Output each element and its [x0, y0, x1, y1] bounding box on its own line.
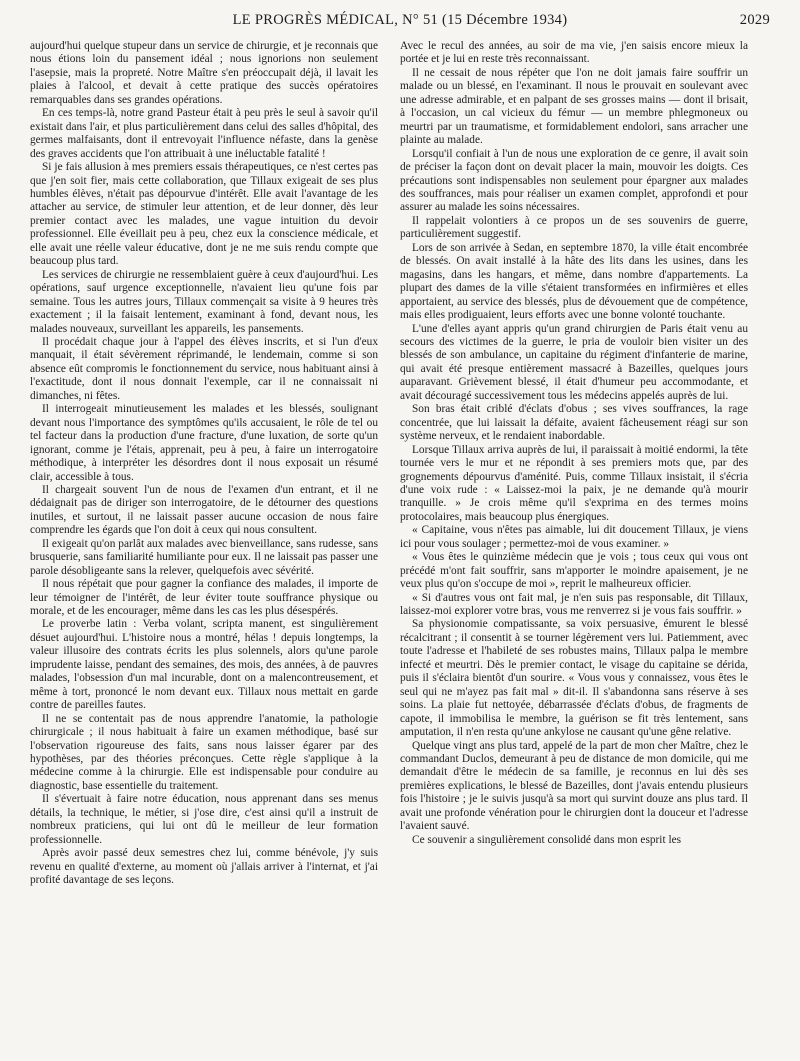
paragraph: Lorsque Tillaux arriva auprès de lui, il paraissait à moitié endormi, la tête tournée vers le mur et ne répondit à ses premiers mots que, par des grognements dépourvus d'aménité. Puis, comme Tillaux insistait, il s'écria d'une voix rude : « Laissez-moi la paix, je ne demande qu'à mourir tranquille. » Je crois même qu'il s'exprima en des termes moins protocolaires, mais beaucoup plus énergiques.: [400, 443, 748, 523]
paragraph: Il rappelait volontiers à ce propos un de ses souvenirs de guerre, particulièrement suggestif.: [400, 214, 748, 241]
running-header: [30, 12, 770, 34]
paragraph: Les services de chirurgie ne ressemblaient guère à ceux d'aujourd'hui. Les opérations, sauf urgence exceptionnelle, n'avaient lieu qu'une fois par semaine. Tous les autres jours, Tillaux commençait sa visite à 9 heures très exactement ; il la faisait lentement, examinant à fond, devant nous, les malades nouveaux, surveillant les appareils, les pansements.: [30, 268, 378, 335]
left-column: [30, 40, 378, 1050]
paragraph: Avec le recul des années, au soir de ma vie, j'en saisis encore mieux la portée et je lui en reste très reconnaissant.: [400, 40, 748, 66]
paragraph: Si je fais allusion à mes premiers essais thérapeutiques, ce n'est certes pas que j'en soit fier, mais cette collaboration, que Tillaux exigeait de ses plus humbles élèves, n'était pas dépourvue d'intérêt. Elle avait l'avantage de les attacher au service, de stimuler leur attention, et de leur donner, dès leur premier contact avec les malades, une vague intuition du devoir professionnel. Elle éveillait peu à peu, chez eux la conscience médicale, et elle avait une réelle valeur éducative, dont je ne me suis rendu compte que beaucoup plus tard.: [30, 161, 378, 268]
paragraph: Il ne cessait de nous répéter que l'on ne doit jamais faire souffrir un malade ou un blessé, en l'examinant. Il nous le prouvait en soulevant avec une adresse admirable, et en palpant de ses grosses mains — dont il brisait, à l'occasion, un cal vicieux du fémur — un membre phlegmoneux ou meurtri par un traumatisme, et formidablement endolori, sans arracher une plainte au malade.: [400, 66, 748, 147]
paragraph: Quelque vingt ans plus tard, appelé de la part de mon cher Maître, chez le commandant Duclos, demeurant à peu de distance de mon domicile, qui me demandait d'être le médecin de sa famille, je reconnus en lui dès ses premières explications, le blessé de Bazeilles, dont j'avais entendu plusieurs fois l'histoire ; je le suivis jusqu'à sa mort qui survint douze ans plus tard. Il avait une profonde vénération pour le chirurgien dont la douceur et l'adresse l'avaient sauvé.: [400, 739, 748, 833]
paragraph: Il chargeait souvent l'un de nous de l'examen d'un entrant, et il ne dédaignait pas de diriger son interrogatoire, de le détourner des questions inutiles, et surtout, il ne laissait passer aucune occasion de nous faire comprendre les égards que l'on doit à ceux qui nous consultent.: [30, 483, 378, 537]
paragraph: Après avoir passé deux semestres chez lui, comme bénévole, j'y suis revenu en qualité d'externe, au moment où j'allais arriver à l'internat, et j'ai profité davantage de ses leçons.: [30, 847, 378, 887]
paragraph: L'une d'elles ayant appris qu'un grand chirurgien de Paris était venu au secours des victimes de la guerre, le pria de vouloir bien visiter un des blessés de son ambulance, un capitaine du régiment d'infanterie de marine, qui avait été presque entièrement massacré à Bazeilles, quelques jours auparavant. Grièvement blessé, il était d'humeur peu accommodante, et avait découragé successivement tous les médecins appelés auprès de lui.: [400, 322, 748, 402]
paragraph: Il ne se contentait pas de nous apprendre l'anatomie, la pathologie chirurgicale ; il nous habituait à faire un examen méthodique, basé sur l'observation rigoureuse des faits, sans nous laisser égarer par des hypothèses, par des théories préconçues. Cette règle s'applique à la médecine comme à la chirurgie. Elle est indispensable pour conduire au diagnostic, base essentielle du traitement.: [30, 712, 378, 792]
paragraph: « Vous êtes le quinzième médecin que je vois ; tous ceux qui vous ont précédé m'ont fait souffrir, sans m'apporter le moindre apaisement, je ne veux plus qu'on s'occupe de moi », reprit le malheureux officier.: [400, 551, 748, 591]
paragraph: aujourd'hui quelque stupeur dans un service de chirurgie, et je reconnais que nous étions loin du pansement idéal ; nous ignorions non seulement l'asepsie, mais la propreté. Notre Maître s'en préoccupait déjà, il lavait les plaies à l'alcool, et devait à cette pratique des succès opératoires remarquables dans ses grandes opérations.: [30, 40, 378, 106]
paragraph: Il s'évertuait à faire notre éducation, nous apprenant dans ses menus détails, la technique, le métier, si j'ose dire, c'est ainsi qu'il a instruit de nombreux praticiens, qui lui ont dû le meilleur de leur formation professionnelle.: [30, 793, 378, 846]
paragraph: Il interrogeait minutieusement les malades et les blessés, soulignant devant nous l'importance des symptômes qu'ils accusaient, le rôle de tel ou tel facteur dans la production d'une fracture, d'une luxation, de sorte qu'un ignorant, comme je l'étais, apprenait, peu à peu, à faire un interrogatoire méthodique, à interpréter les désordres dont il nous exposait un résumé clair, accessible à tous.: [30, 403, 378, 483]
right-column: [400, 40, 748, 1050]
page-number: 2029: [739, 12, 770, 28]
paragraph: Son bras était criblé d'éclats d'obus ; ses vives souffrances, la rage concentrée, que lui laissait la défaite, avaient fâcheusement réagi sur son système nerveux, et le rendaient inabordable.: [400, 403, 748, 443]
paragraph: Il nous répétait que pour gagner la confiance des malades, il importe de leur témoigner de l'intérêt, de leur éviter toute souffrance physique ou morale, et de les encourager, même dans les cas les plus désespérés.: [30, 578, 378, 618]
paragraph: En ces temps-là, notre grand Pasteur était à peu près le seul à savoir qu'il existait dans l'air, et plus particulièrement dans celui des salles d'hôpital, des germes malfaisants, dont il entrevoyait l'influence néfaste, dans la genèse des graves accidents que l'on attribuait à une inéluctable fatalité !: [30, 107, 378, 160]
paragraph: « Si d'autres vous ont fait mal, je n'en suis pas responsable, dit Tillaux, laissez-moi explorer votre bras, vous me renverrez si je vous fais souffrir. »: [400, 591, 748, 618]
paragraph: Le proverbe latin : Verba volant, scripta manent, est singulièrement désuet aujourd'hui. L'histoire nous a montré, hélas ! depuis longtemps, la valeur illusoire des contrats écrits les plus solennels, alors qu'une parole imprudente laisse, pendant des semaines, des mois, des années, à de pauvres malades, l'obsession d'un mal incurable, dont on a malencontreusement, et même à tort, prononcé le nom devant eux. Tillaux nous mettait en garde contre de pareilles fautes.: [30, 618, 378, 712]
paragraph: Ce souvenir a singulièrement consolidé dans mon esprit les: [412, 833, 682, 846]
journal-title: LE PROGRÈS MÉDICAL, N° 51 (15 Décembre 1934): [232, 12, 568, 28]
paragraph: Lors de son arrivée à Sedan, en septembre 1870, la ville était encombrée de blessés. On avait installé à la hâte des lits dans les usines, dans les magasins, dans les hangars, et même, dans nombre d'appartements. La plupart des dames de la ville s'étaient transformées en infirmières et elles apportaient, au service des blessés, plus de dévouement que de compétence, mais elles prodiguaient, leurs efforts avec une bonne volonté touchante.: [400, 241, 748, 322]
paragraph: « Capitaine, vous n'êtes pas aimable, lui dit doucement Tillaux, je viens ici pour vous soulager ; permettez-moi de vous examiner. »: [400, 524, 748, 550]
paragraph: Sa physionomie compatissante, sa voix persuasive, émurent le blessé récalcitrant ; il consentit à se tourner légèrement vers lui. Patiemment, avec toute l'adresse et l'habileté de ses robustes mains, Tillaux palpa le membre infecté et meurtri. Dès le premier contact, le visage du capitaine se dérida, puis il s'éclaira bientôt d'un sourire. « Vous vous y connaissez, vous êtes le seul qui ne m'ayez pas fait mal » dit-il. Il s'abandonna sans réserve à ses soins. La plaie fut nettoyée, débarrassée d'éclats d'obus, de fragments de capote, il immobilisa le membre, la guérison se fit très lentement, sans amputation, il n'en resta qu'une ankylose ne causant qu'une gêne relative.: [400, 618, 748, 739]
paragraph: Lorsqu'il confiait à l'un de nous une exploration de ce genre, il avait soin de préciser la façon dont on devait placer la main, mouvoir les doigts. Ces précautions sont indispensables non seulement pour épargner aux malades des souffrances, mais pour réaliser un examen complet, approfondi et pour assurer au malade les soins nécessaires.: [400, 147, 748, 214]
paragraph: Il procédait chaque jour à l'appel des élèves inscrits, et si l'un d'eux manquait, il était sévèrement réprimandé, le lendemain, comme si son absence eût compromis le fonctionnement du service, nous habituant ainsi à l'exactitude, dont il nous donnait l'exemple, car il ne connaissait ni dimanches, ni fêtes.: [30, 335, 378, 402]
paragraph: Il exigeait qu'on parlât aux malades avec bienveillance, sans rudesse, sans brusquerie, sans familiarité humiliante pour eux. Il ne laissait pas passer une parole désobligeante sans la relever, quelquefois avec sévérité.: [30, 537, 378, 577]
